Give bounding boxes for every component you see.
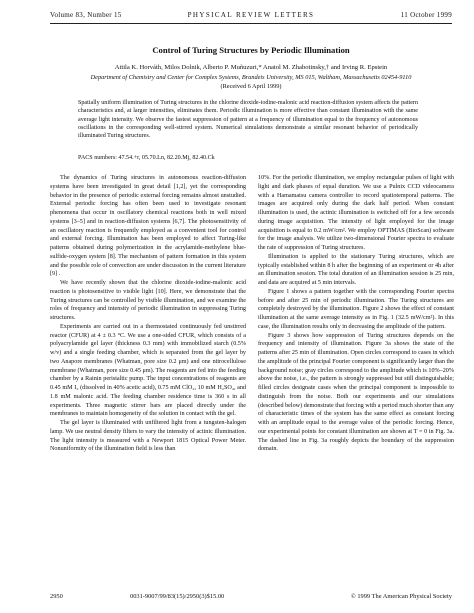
paragraph: Illumination is applied to the stationary Turing structures, which are typically established within 8 h after the beginning of an experiment or 4h after an illumination session. The total duration of an illumination session is 25 min, and data are acquired at 5 min intervals. [258, 253, 454, 286]
paragraph: Figure 3 shows how suppression of Turing structures depends on the frequency and intensity of illumination. Figure 3a shows the state of the patterns after 25 min of illumination. Open circles correspond to cases in which the amplitude of the principal Fourier component is significantly larger than the background noise; gray circles correspond to the amplitude which is 10%–20% above the noise, i.e., the pattern is strongly suppressed but still distinguishable; filled circles designate cases when the principal component is impossible to distinguish from the noise. Both our experiments and our simulations (described below) demonstrate that forcing with a period much shorter than any of characteristic times of the system has the same effect as constant forcing with an amplitude equal to the average value of the periodic forcing. Hence, our experimental points for constant illumination are shown at T = 0 in Fig. 3a. The dashed line in Fig. 3a roughly depicts the boundary of the suppression domain. [258, 332, 454, 453]
affiliation: Department of Chemistry and Center for Complex Systems, Brandeis University, MS 015, Waltham, Massachusetts 02454-9110 [90, 74, 412, 81]
header-rule [50, 23, 452, 24]
issue-date: 11 October 1999 [400, 11, 452, 19]
left-column [50, 174, 246, 454]
paragraph: Figure 1 shows a pattern together with the corresponding Fourier spectra before and after 25 min of periodic illumination. The Turing structures are completely destroyed by the illumination. Figure 2 shows the effect of constant illumination at the same average intensity as in Fig. 1 (32.5 mW/cm²). In this case, the illumination results only in decreasing the amplitude of the pattern. [258, 288, 454, 330]
article-title: Control of Turing Structures by Periodic Illumination [152, 45, 350, 55]
received-date: (Received 6 April 1999) [220, 83, 282, 90]
page-footer [50, 593, 452, 603]
paragraph: The dynamics of Turing structures in autonomous reaction-diffusion systems have been investigated in great detail [1,2], yet the corresponding behavior in the presence of periodic external forcing remains almost unstudied. External periodic forcing has often been used to investigate resonant phenomena that occur in oscillatory chemical reactions both in well mixed systems [3–5] and in reaction-diffusion systems [6,7]. The photosensitivity of an oscillatory reaction is frequently employed as a convenient tool for control and external forcing. Illumination has been employed to affect Turing-like patterns obtained during polymerization in the acrylamide-methylene blue-sulfide-oxygen system [8]. The mechanism of pattern formation in this system and the possible role of convection are under discussion in the current literature [9] . [50, 175, 246, 278]
volume-number: Volume 83, Number 15 [50, 11, 122, 19]
author-list: Attila K. Horváth, Milos Dolnik, Alberto P. Muñuzuri,* Anatol M. Zhabotinsky,† and Irving R. Epstein [114, 64, 388, 71]
abstract: Spatially uniform illumination of Turing structures in the chlorine dioxide-iodine-malonic acid reaction-diffusion system affects the pattern characteristics and, at larger intensities, eliminates them. Periodic illumination is more effective than constant illumination with the same average light intensity. We observe the fastest suppression of pattern at a frequency of illumination equal to the frequency of autonomous oscillations in the corresponding well-stirred system. Numerical simulations demonstrate a similar resonant behavior of periodically illuminated Turing structures. [78, 100, 418, 140]
paragraph: We have recently shown that the chlorine dioxide-iodine-malonic acid reaction is photosensitive to visible light [10]. Here, we demonstrate that the Turing structures can be controlled by visible illumination, and we examine the roles of frequency and intensity of periodic illumination in suppressing Turing structures. [50, 280, 246, 321]
paragraph: 10%. For the periodic illumination, we employ rectangular pulses of light with light and dark phases of equal duration. We use a Pulnix CCD videocamera with a Hamamatsu camera controller to record spatiotemporal patterns. The images are acquired only during the dark half period. When constant illumination is used, the actinic illumination is switched off for a few seconds during image acquisition. The intensity of light employed for the image acquisition is equal to 0.2 mW/cm². We employ OPTIMAS (BioScan) software for the image analysis. We utilize two-dimensional Fourier spectra to evaluate the rate of suppression of Turing structures. [258, 175, 454, 251]
copyright-notice: © 1999 The American Physical Society [350, 593, 452, 600]
page-number: 2950 [50, 593, 63, 600]
paragraph: Experiments are carried out in a thermostated continuously fed unstirred reactor (CFUR) at 4 ± 0.3 °C. We use a one-sided CFUR, which consists of a polyacrylamide gel layer (thickness 0.3 mm) with immobilized starch (0.5% w/v) and a single feeding chamber, which is separated from the gel layer by two Anapore membranes (Whatman, pore size 0.2 μm) and one nitrocellulose membrane (Whatman, pore size 0.45 μm). The reagents are fed into the feeding chamber by a Rainin peristaltic pump. The input concentrations of reagents are 0.45 mM I₂ (dissolved in 40% acetic acid), 0.75 mM ClO₂, 10 mM H₂SO₄, and 1.8 mM malonic acid. The feeding chamber residence time is 360 s in all experiments. Three magnetic stirrer bars are placed directly under the membranes to maintain homogeneity of the solution in contact with the gel. [50, 323, 246, 418]
running-head [50, 11, 452, 21]
pacs-numbers: PACS numbers: 47.54.+r, 05.70.Ln, 82.20.Mj, 82.40.Ck [78, 155, 215, 161]
paragraph: The gel layer is illuminated with unfiltered light from a tungsten-halogen lamp. We use neutral density filters to vary the intensity of actinic illumination. The light intensity is measured with a Newport 1815 Optical Power Meter. Nonuniformity of the illumination field is less than [50, 420, 246, 453]
article-code: 0031-9007/99/83(15)/2950(3)$15.00 [130, 593, 225, 600]
journal-name: PHYSICAL REVIEW LETTERS [187, 11, 315, 19]
right-column [258, 174, 454, 454]
